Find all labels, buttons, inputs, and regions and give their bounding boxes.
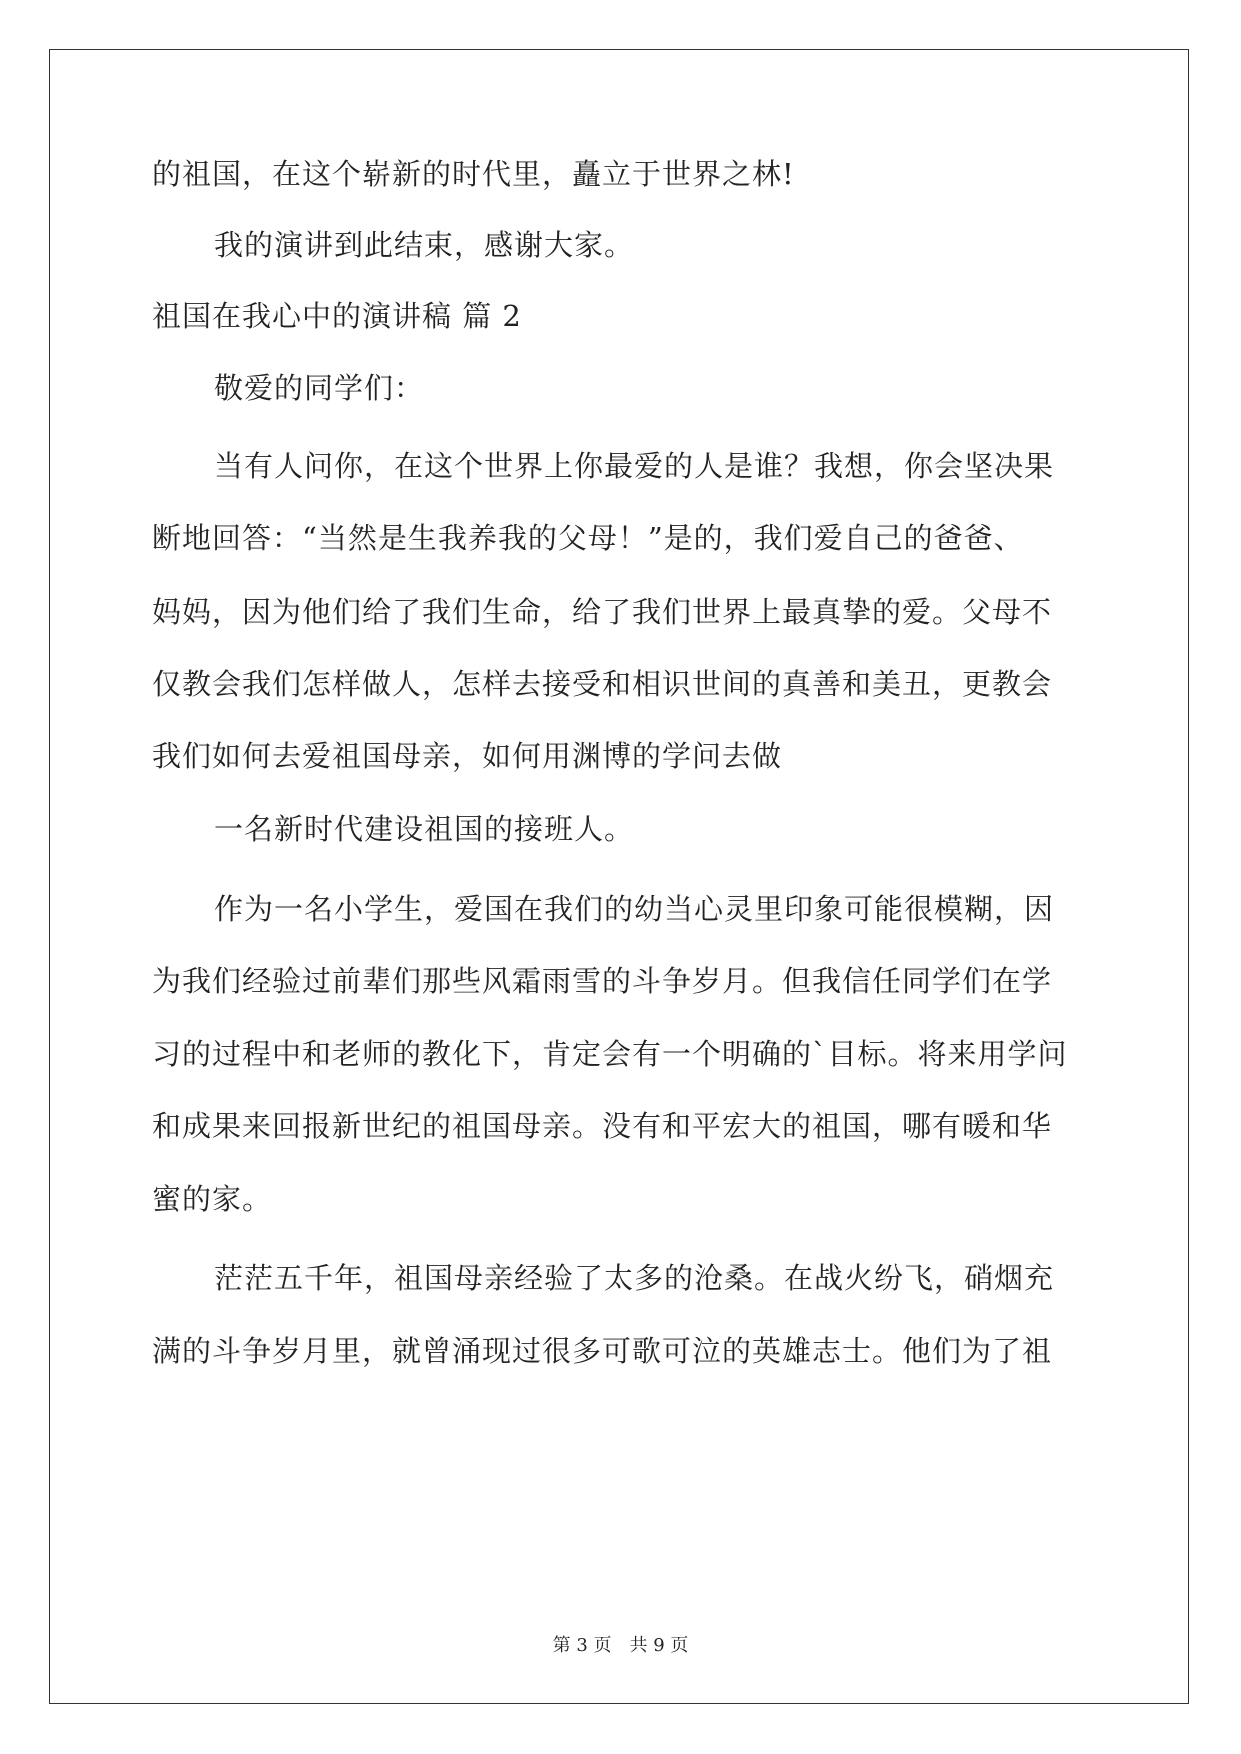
text-line: 的祖国，在这个崭新的时代里，矗立于世界之林! — [152, 157, 795, 191]
text-line: 断地回答：“当然是生我养我的父母！”是的，我们爱自己的爸爸、 — [152, 521, 1024, 555]
text-line: 妈妈，因为他们给了我们生命，给了我们世界上最真挚的爱。父母不 — [152, 595, 1053, 629]
text-line: 蜜的家。 — [152, 1182, 273, 1216]
text-line: 满的斗争岁月里，就曾涌现过很多可歌可泣的英雄志士。他们为了祖 — [152, 1334, 1053, 1368]
text-line: 习的过程中和老师的教化下，肯定会有一个明确的`目标。将来用学问 — [152, 1037, 1068, 1071]
text-line: 作为一名小学生，爱国在我们的幼当心灵里印象可能很模糊，因 — [214, 892, 1055, 926]
text-line: 为我们经验过前辈们那些风霜雨雪的斗争岁月。但我信任同学们在学 — [152, 964, 1053, 998]
salutation: 敬爱的同学们： — [214, 371, 425, 405]
section-heading: 祖国在我心中的演讲稿 篇 2 — [152, 299, 522, 333]
text-line: 我的演讲到此结束，感谢大家。 — [214, 228, 635, 262]
page-number: 第 3 页 共 9 页 — [552, 1635, 689, 1656]
text-line: 和成果来回报新世纪的祖国母亲。没有和平宏大的祖国，哪有暖和华 — [152, 1109, 1053, 1143]
text-line: 我们如何去爱祖国母亲，如何用渊博的学问去做 — [152, 739, 783, 773]
text-line: 茫茫五千年，祖国母亲经验了太多的沧桑。在战火纷飞，硝烟充 — [214, 1261, 1055, 1295]
text-line: 仅教会我们怎样做人，怎样去接受和相识世间的真善和美丑，更教会 — [152, 667, 1053, 701]
text-line: 一名新时代建设祖国的接班人。 — [214, 812, 635, 846]
text-line: 当有人问你，在这个世界上你最爱的人是谁？我想，你会坚决果 — [214, 449, 1055, 483]
